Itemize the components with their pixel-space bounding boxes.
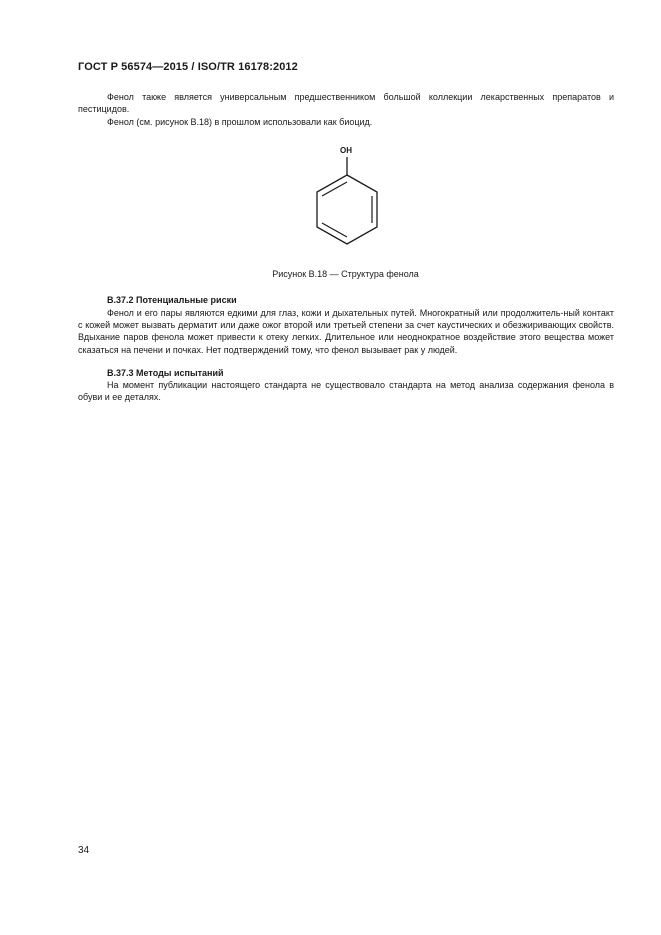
paragraph-biocide: Фенол (см. рисунок В.18) в прошлом использовали как биоцид. (107, 117, 373, 127)
phenol-structure-diagram (300, 142, 390, 252)
figure-caption-text: Рисунок В.18 — Структура фенола (272, 269, 419, 279)
figure-caption (0, 268, 661, 280)
standard-header: ГОСТ Р 56574—2015 / ISO/TR 16178:2012 (78, 61, 298, 73)
page-number: 34 (78, 845, 90, 856)
benzene-ring (317, 175, 377, 244)
section-heading-methods: В.37.3 Методы испытаний (107, 368, 224, 378)
double-bond-bottom-left (322, 223, 347, 237)
double-bond-top-left (322, 182, 347, 196)
paragraph-risks: Фенол и его пары являются едкими для глаз, кожи и дыхательных путей. Многократный или продолжитель-ный контакт с кожей может вызвать дерматит или даже ожог второй или третьей степени за счет каустических и обезжиривающих свойств. Вдыхание паров фенола может привести к отеку легких. Длительное или неоднократное воздействие этого вещества может сказаться на печени и почках. Нет подтверждений тому, что фенол вызывает рак у людей. (78, 308, 614, 355)
phenol-structure-figure (300, 142, 390, 252)
hydroxyl-label: OH (340, 146, 352, 155)
paragraph-precursor: Фенол также является универсальным предшественником большой коллекции лекарственных препаратов и пестицидов. (78, 92, 614, 115)
section-heading-risks: В.37.2 Потенциальные риски (107, 295, 237, 305)
paragraph-methods: На момент публикации настоящего стандарта не существовало стандарта на метод анализа содержания фенола в обуви и ее деталях. (78, 380, 614, 403)
